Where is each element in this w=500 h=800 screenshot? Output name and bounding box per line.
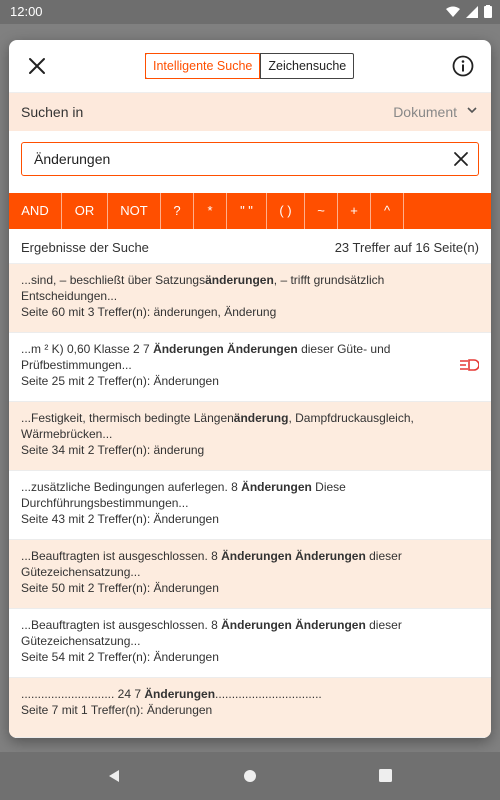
results-list [9,264,491,738]
clear-icon[interactable] [452,150,470,168]
result-item[interactable] [9,609,491,678]
result-snippet: ...zusätzliche Bedingungen auferlegen. 8 Änderungen Diese Durchführungsbestimmungen... [21,480,346,510]
result-item[interactable] [9,678,491,738]
close-icon[interactable] [25,54,49,78]
scope-value[interactable]: Dokument [393,104,457,120]
operator-and[interactable]: AND [9,193,62,229]
status-bar [0,0,500,24]
result-snippet: ...Festigkeit, thermisch bedingte Längenänderung, Dampfdruckausgleich, Wärmebrücken... [21,411,414,441]
results-title: Ergebnisse der Suche [21,240,149,255]
operator-asterisk[interactable]: * [194,193,227,229]
result-item[interactable] [9,333,491,402]
home-icon[interactable] [243,769,257,783]
scope-label: Suchen in [21,104,84,120]
status-icons [446,5,492,18]
operator-parentheses[interactable]: ( ) [267,193,305,229]
system-nav-bar [0,752,500,800]
operator-caret[interactable]: ^ [371,193,404,229]
result-snippet: ...Beauftragten ist ausgeschlossen. 8 Änderungen Änderungen dieser Gütezeichensatzung... [21,618,402,648]
recents-icon[interactable] [379,769,392,782]
search-dialog [9,40,491,738]
operator-bar [9,193,491,229]
result-page: Seite 25 mit 2 Treffer(n): Änderungen [21,374,219,388]
result-page: Seite 34 mit 2 Treffer(n): änderung [21,443,205,457]
operator-quotes[interactable]: " " [227,193,267,229]
operator-not[interactable]: NOT [108,193,161,229]
wifi-icon [446,6,460,18]
bookmark-indicator-icon[interactable] [459,359,479,371]
operator-tilde[interactable]: ~ [305,193,338,229]
search-box [21,142,479,176]
battery-icon [484,5,492,18]
search-input[interactable] [32,150,436,168]
result-item[interactable] [9,402,491,471]
tab-intelligent-search[interactable]: Intelligente Suche [145,53,260,79]
result-snippet: ............................ 24 7 Änderungen................................ [21,687,322,701]
result-page: Seite 54 mit 2 Treffer(n): Änderungen [21,650,219,664]
operator-question[interactable]: ? [161,193,194,229]
result-snippet: ...Beauftragten ist ausgeschlossen. 8 Änderungen Änderungen dieser Gütezeichensatzung... [21,549,402,579]
status-time: 12:00 [10,4,43,19]
info-icon[interactable] [451,54,475,78]
result-item[interactable] [9,264,491,333]
search-mode-toggle [145,53,354,79]
operator-plus[interactable]: + [338,193,371,229]
search-scope-selector[interactable] [9,93,491,131]
result-page: Seite 43 mit 2 Treffer(n): Änderungen [21,512,219,526]
results-count: 23 Treffer auf 16 Seite(n) [334,240,479,255]
operator-or[interactable]: OR [62,193,108,229]
chevron-down-icon[interactable] [465,103,479,117]
result-item[interactable] [9,471,491,540]
result-page: Seite 60 mit 3 Treffer(n): änderungen, Änderung [21,305,277,319]
tab-character-search[interactable]: Zeichensuche [260,54,353,78]
signal-icon [466,6,478,18]
search-area [9,131,491,193]
result-item[interactable] [9,540,491,609]
result-page: Seite 7 mit 1 Treffer(n): Änderungen [21,703,213,717]
dialog-header [9,40,491,93]
result-page: Seite 50 mit 2 Treffer(n): Änderungen [21,581,219,595]
result-snippet: ...m ² K) 0,60 Klasse 2 7 Änderungen Änderungen dieser Güte- und Prüfbestimmungen... [21,342,391,372]
back-icon[interactable] [107,769,121,783]
results-header [9,229,491,264]
result-snippet: ...sind, – beschließt über Satzungsänderungen, – trifft grundsätzlich Entscheidungen... [21,273,385,303]
